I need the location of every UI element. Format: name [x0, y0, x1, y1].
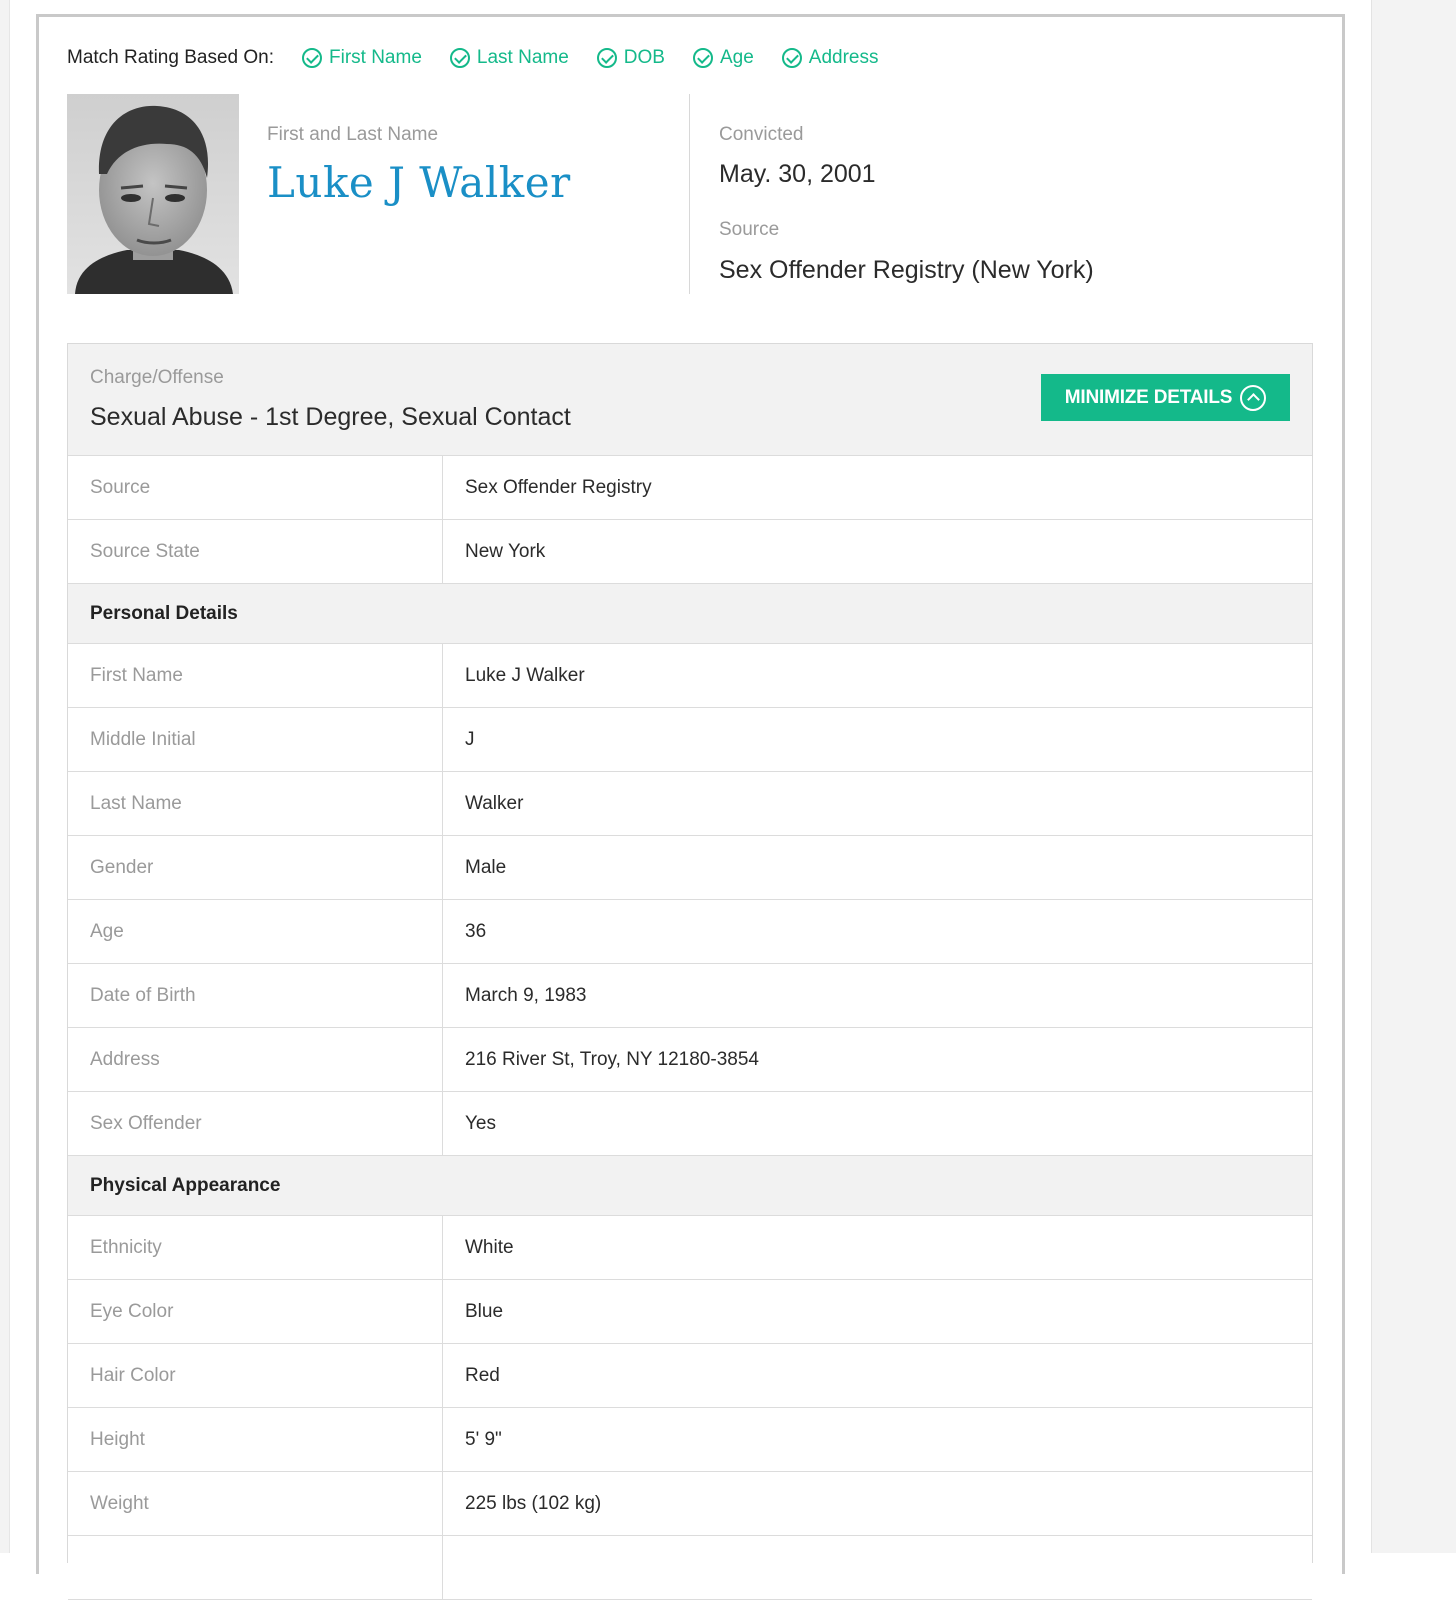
- check-circle-icon: [450, 48, 470, 68]
- detail-label: Ethnicity: [68, 1216, 443, 1279]
- detail-row: [68, 456, 1312, 520]
- detail-value: Walker: [465, 792, 524, 814]
- detail-row: [68, 644, 1312, 708]
- detail-row: [68, 520, 1312, 584]
- vertical-divider: [689, 94, 690, 294]
- charge-label: Charge/Offense: [90, 367, 224, 388]
- detail-label: [68, 1536, 443, 1599]
- detail-value: March 9, 1983: [465, 984, 587, 1006]
- minimize-details-button[interactable]: MINIMIZE DETAILS: [1041, 374, 1290, 421]
- section-personal-details: Personal Details: [68, 584, 1312, 644]
- source-label: Source: [719, 219, 780, 240]
- detail-row: [68, 836, 1312, 900]
- match-first-name: First Name: [302, 47, 422, 69]
- match-rating-label: Match Rating Based On:: [67, 47, 274, 68]
- detail-row: [68, 1280, 1312, 1344]
- match-address: Address: [782, 47, 879, 69]
- detail-value: 5' 9": [465, 1428, 502, 1450]
- detail-label: Source: [68, 456, 443, 519]
- match-age: Age: [693, 47, 754, 69]
- source-value: Sex Offender Registry (New York): [719, 256, 1094, 284]
- mugshot-image: [67, 94, 239, 294]
- detail-value: 36: [465, 920, 487, 942]
- detail-label: Age: [68, 900, 443, 963]
- mugshot-photo: [67, 94, 239, 294]
- check-circle-icon: [693, 48, 713, 68]
- check-circle-icon: [782, 48, 802, 68]
- detail-value: White: [465, 1236, 514, 1258]
- detail-label: Sex Offender: [68, 1092, 443, 1155]
- detail-row: [68, 1344, 1312, 1408]
- left-strip: [0, 0, 10, 1553]
- name-label: First and Last Name: [267, 124, 439, 145]
- detail-label: Height: [68, 1408, 443, 1471]
- detail-value: [443, 1536, 1312, 1599]
- charge-value: Sexual Abuse - 1st Degree, Sexual Contact: [90, 403, 571, 431]
- detail-label: Middle Initial: [68, 708, 443, 771]
- check-circle-icon: [302, 48, 322, 68]
- detail-label: Source State: [68, 520, 443, 583]
- section-physical-appearance: Physical Appearance: [68, 1156, 1312, 1216]
- detail-row: [68, 1408, 1312, 1472]
- detail-value: 225 lbs (102 kg): [465, 1492, 602, 1514]
- person-name[interactable]: Luke J Walker: [267, 158, 571, 207]
- detail-row: [68, 772, 1312, 836]
- detail-value: Luke J Walker: [465, 664, 585, 686]
- chevron-up-circle-icon: [1240, 385, 1266, 411]
- detail-value: Red: [465, 1364, 500, 1386]
- detail-row: [68, 1536, 1312, 1600]
- detail-value: Blue: [465, 1300, 504, 1322]
- detail-value: Sex Offender Registry: [465, 476, 652, 498]
- detail-label: Last Name: [68, 772, 443, 835]
- convicted-label: Convicted: [719, 124, 804, 145]
- charge-header: [68, 344, 1312, 456]
- detail-label: Date of Birth: [68, 964, 443, 1027]
- detail-label: Eye Color: [68, 1280, 443, 1343]
- match-dob: DOB: [597, 47, 665, 69]
- detail-label: Address: [68, 1028, 443, 1091]
- detail-row: [68, 1216, 1312, 1280]
- detail-value: Male: [465, 856, 507, 878]
- detail-row: [68, 900, 1312, 964]
- match-last-name: Last Name: [450, 47, 569, 69]
- detail-label: First Name: [68, 644, 443, 707]
- detail-row: [68, 1472, 1312, 1536]
- detail-row: [68, 708, 1312, 772]
- detail-value: J: [465, 728, 475, 750]
- detail-label: Gender: [68, 836, 443, 899]
- detail-row: [68, 1092, 1312, 1156]
- detail-label: Hair Color: [68, 1344, 443, 1407]
- details-panel: [67, 343, 1313, 1563]
- right-gutter: [1371, 0, 1456, 1553]
- detail-value: New York: [465, 540, 546, 562]
- detail-value: Yes: [465, 1112, 496, 1134]
- convicted-date: May. 30, 2001: [719, 160, 876, 188]
- check-circle-icon: [597, 48, 617, 68]
- detail-label: Weight: [68, 1472, 443, 1535]
- detail-row: [68, 964, 1312, 1028]
- detail-value: 216 River St, Troy, NY 12180-3854: [465, 1048, 759, 1070]
- match-rating-row: [67, 44, 906, 72]
- detail-row: [68, 1028, 1312, 1092]
